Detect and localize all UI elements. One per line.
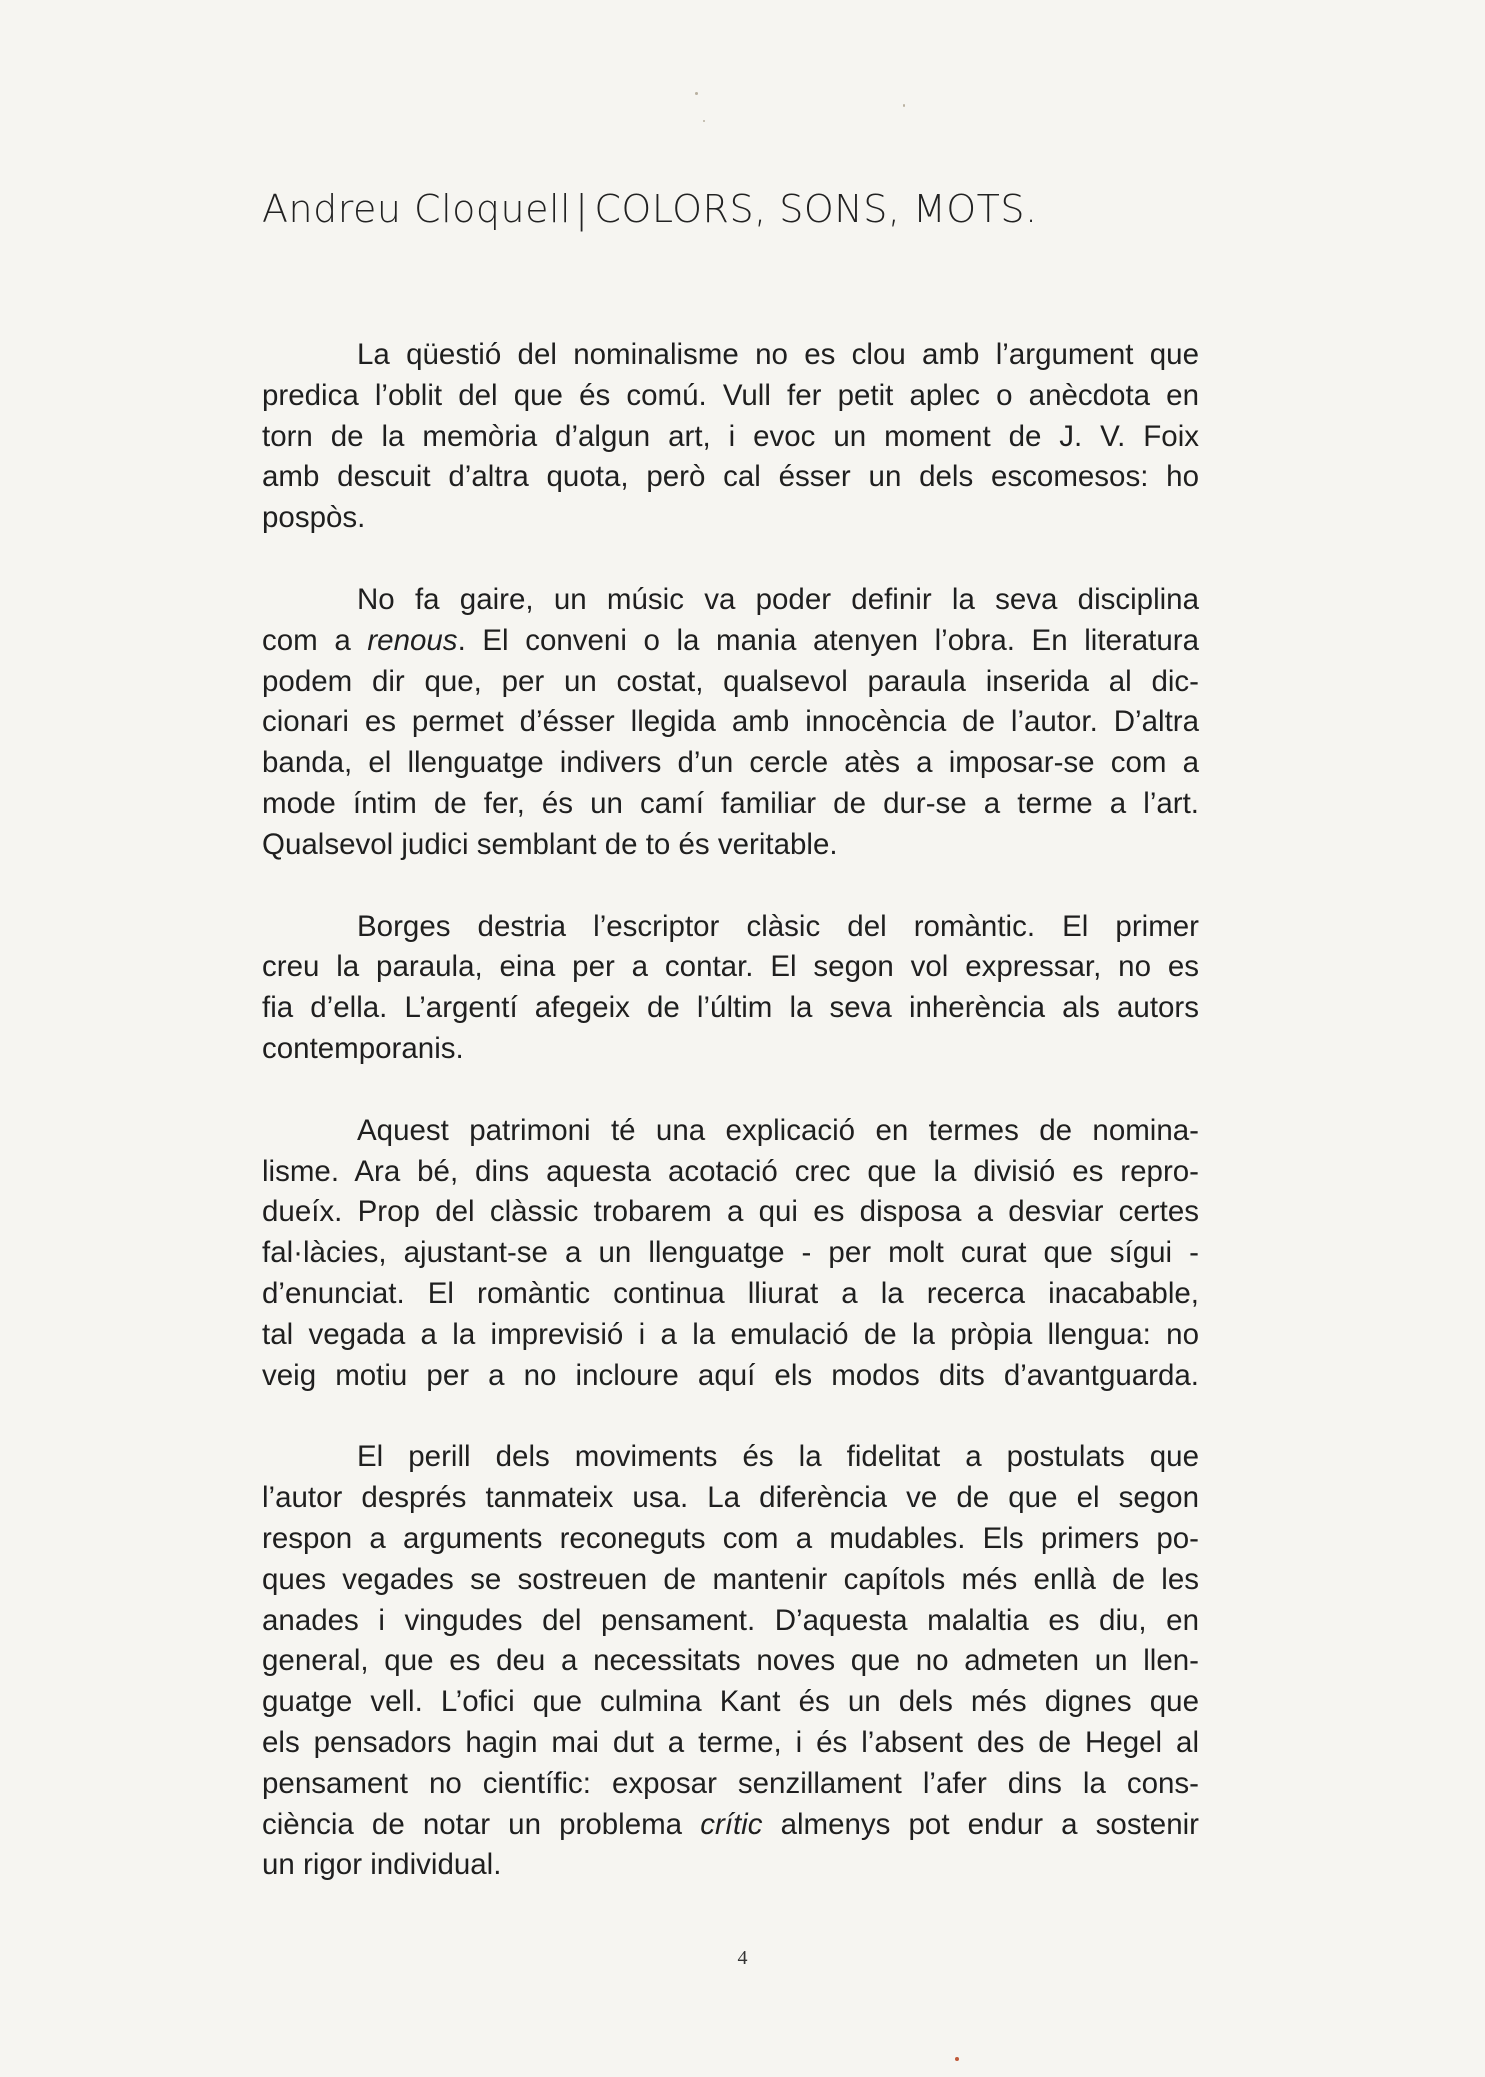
article-title: COLORS, SONS, MOTS. [594,187,1038,231]
text-line: Aquest patrimoni té una explicació en termes de nomina- [357,1113,1199,1147]
paper-speck [695,92,698,95]
text-line: veig motiu per a no incloure aquí els modos dits d’avantguarda. [262,1358,1199,1392]
text-line: d’enunciat. El romàntic continua lliurat a la recerca inacabable, [262,1276,1199,1310]
text-line: banda, el llenguatge indivers d’un cercle atès a imposar-se com a [262,746,1199,780]
paper-speck [903,104,905,107]
text-line: tal vegada a la imprevisió i a la emulació de la pròpia llengua: no [262,1317,1199,1351]
text-line: cionari es permet d’ésser llegida amb innocència de l’autor. D’altra [262,705,1199,739]
text-line: els pensadors hagin mai dut a terme, i és l’absent des de Hegel al [262,1725,1199,1759]
text-line: un rigor individual. [262,1848,502,1882]
text-line: fal·làcies, ajustant-se a un llenguatge - per molt curat que sígui - [262,1236,1199,1270]
text-line: l’autor després tanmateix usa. La diferència ve de que el segon [262,1481,1199,1515]
text-line: amb descuit d’altra quota, però cal ésser un dels escomesos: ho [262,460,1199,494]
text-line: Borges destria l’escriptor clàsic del romàntic. El primer [357,909,1199,943]
paper-speck [955,2057,959,2061]
text-line: dueíx. Prop del clàssic trobarem a qui es disposa a desviar certes [262,1195,1199,1229]
text-line: No fa gaire, un músic va poder definir la seva disciplina [357,582,1199,616]
text-line: ques vegades se sostreuen de mantenir capítols més enllà de les [262,1562,1199,1596]
paragraph-4 [262,1111,1199,1397]
text-line: lisme. Ara bé, dins aquesta acotació crec que la divisió es repro- [262,1154,1199,1188]
text-line: predica l’oblit del que és comú. Vull fer petit aplec o anècdota en [262,378,1199,412]
paragraph-2 [262,580,1199,866]
text-line: fia d’ella. L’argentí afegeix de l’últim la seva inherència als autors [262,991,1199,1025]
text-line: mode íntim de fer, és un camí familiar de dur-se a terme a l’art. [262,786,1199,820]
text-line: torn de la memòria d’algun art, i evoc un moment de J. V. Foix [262,419,1199,453]
text-segment: ciència de notar un problema [262,1807,701,1841]
paragraph-1 [262,335,1199,539]
text-segment: . El conveni o la mania atenyen l’obra. En literatura [457,623,1199,657]
text-line: anades i vingudes del pensament. D’aquesta malaltia es diu, en [262,1603,1199,1637]
text-line: contemporanis. [262,1031,464,1065]
paragraph-5 [262,1437,1199,1886]
text-segment: almenys pot endur a sostenir [762,1807,1199,1841]
text-line: El perill dels moviments és la fidelitat a postulats que [357,1440,1199,1474]
heading-separator: | [575,187,589,231]
article-body [262,335,1199,1927]
italic-word: renous [367,623,458,657]
text-segment: com a [262,623,368,657]
text-line: pospòs. [262,501,366,535]
page-number: 4 [737,1947,748,1969]
text-line-mixed [262,621,1199,662]
text-line: general, que es deu a necessitats noves que no admeten un llen- [262,1644,1199,1678]
paper-speck [703,120,705,122]
text-line: pensament no científic: exposar senzillament l’afer dins la cons- [262,1766,1199,1800]
text-line: podem dir que, per un costat, qualsevol paraula inserida al dic- [262,664,1199,698]
author-name: Andreu Cloquell [262,187,572,231]
page-heading [262,187,1038,231]
paragraph-3 [262,907,1199,1070]
italic-word: crític [700,1807,763,1841]
text-line: guatge vell. L’ofici que culmina Kant és un dels més dignes que [262,1685,1199,1719]
text-line: respon a arguments reconeguts com a mudables. Els primers po- [262,1521,1199,1555]
text-line: creu la paraula, eina per a contar. El segon vol expressar, no es [262,950,1199,984]
text-line-mixed [262,1805,1199,1846]
text-line: Qualsevol judici semblant de to és veritable. [262,827,838,861]
text-line: La qüestió del nominalisme no es clou amb l’argument que [357,338,1199,371]
